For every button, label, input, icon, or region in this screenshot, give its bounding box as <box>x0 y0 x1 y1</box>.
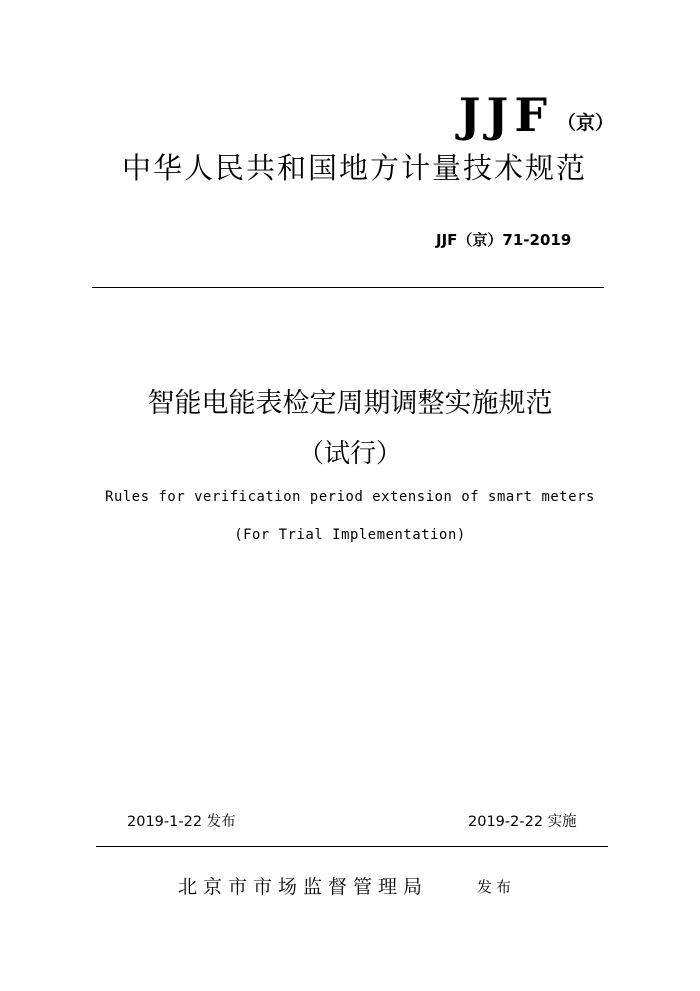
logo-jjf: JJF <box>458 88 553 142</box>
publisher-action: 发布 <box>477 878 516 896</box>
bottom-divider <box>96 846 608 847</box>
implementation-date: 2019-2-22 实施 <box>468 814 577 830</box>
spec-type-heading: 中华人民共和国地方计量技术规范 <box>122 151 588 185</box>
title-trial-english: (For Trial Implementation) <box>234 527 466 543</box>
publisher-name: 北京市市场监督管理局 <box>178 876 429 898</box>
logo-region-suffix: （京） <box>556 112 614 134</box>
standard-logo <box>458 88 614 142</box>
issue-date: 2019-1-22 发布 <box>127 814 236 830</box>
title-chinese: 智能电能表检定周期调整实施规范 <box>147 388 553 419</box>
top-divider <box>92 287 604 288</box>
title-english: Rules for verification period extension of smart meters <box>105 489 595 505</box>
title-trial-chinese: （试行） <box>297 439 402 469</box>
document-number: JJF（京）71-2019 <box>436 231 572 249</box>
